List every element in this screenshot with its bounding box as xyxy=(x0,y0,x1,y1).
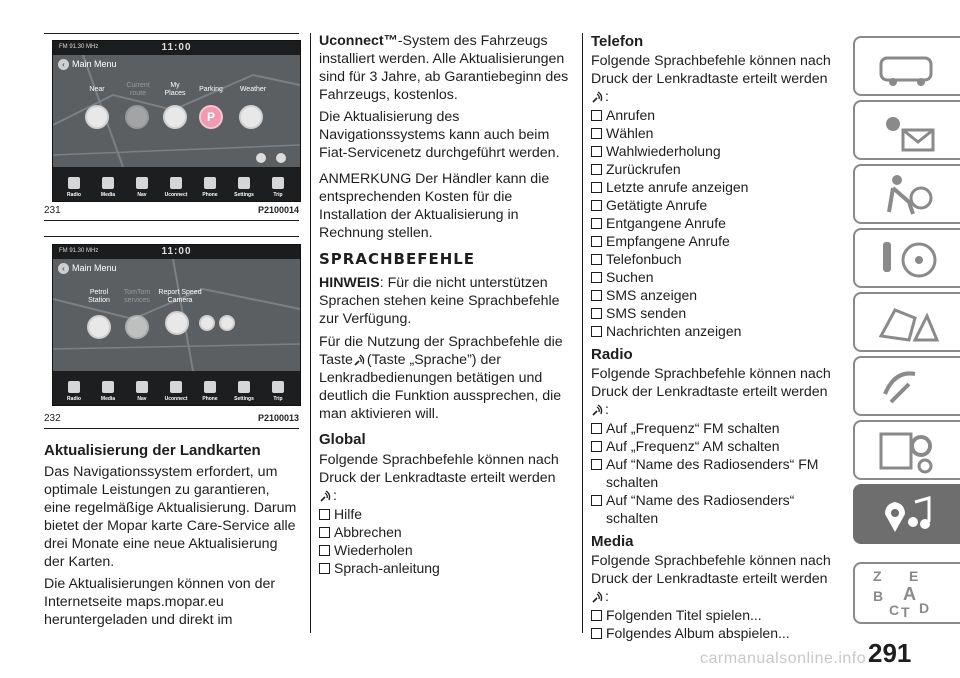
checkbox-icon xyxy=(319,509,330,520)
checkbox-icon xyxy=(319,545,330,556)
figure-code: P2100013 xyxy=(257,413,299,423)
settings-button[interactable] xyxy=(229,177,259,198)
checkbox-icon xyxy=(591,128,602,139)
main-menu-header[interactable] xyxy=(58,59,117,70)
checkbox-icon xyxy=(591,146,602,157)
settings-label: Settings xyxy=(234,396,254,402)
checkbox-icon xyxy=(591,254,602,265)
list-item-text: Wiederholen xyxy=(334,542,413,558)
main-menu-title: Main Menu xyxy=(72,59,117,69)
nav-main-menu-screenshot-1 xyxy=(52,40,301,202)
tab-safety[interactable] xyxy=(853,164,960,224)
figure-code: P2100014 xyxy=(257,205,299,215)
mute-icon[interactable] xyxy=(276,153,286,163)
list-item-text: Telefonbuch xyxy=(606,251,682,267)
caption-rule xyxy=(44,220,299,221)
tomtom-services-icon[interactable] xyxy=(125,315,149,339)
telefon-intro: Folgende Sprachbefehle können nach Druck der Lenkradtaste erteilt werden xyxy=(591,53,831,87)
list-item-text: Hilfe xyxy=(334,506,363,522)
hint-text: : Für die nicht unterstützen Sprachen stehen keine Sprachbefehle zur Verfügung. xyxy=(319,275,560,327)
main-menu-header[interactable] xyxy=(58,263,117,274)
uconnect-button[interactable] xyxy=(161,177,191,198)
checkbox-icon xyxy=(591,628,602,639)
my-places-icon[interactable] xyxy=(163,105,187,129)
radio-button[interactable] xyxy=(59,381,89,402)
clock: 11:00 xyxy=(161,42,192,53)
index-letter: T xyxy=(901,604,910,620)
trip-icon xyxy=(272,177,284,189)
voice-colon-line xyxy=(591,401,841,419)
index-letter: D xyxy=(919,600,930,616)
starting-driving-icon xyxy=(875,236,939,282)
tomtom-services-label: TomTom services xyxy=(123,289,151,304)
phone-button[interactable] xyxy=(195,177,225,198)
checkbox-icon xyxy=(591,459,602,470)
radio-command-list xyxy=(591,419,841,527)
list-item-text: Folgendes Album abspielen... xyxy=(606,625,790,641)
near-label: Near xyxy=(89,86,105,93)
list-item-text: Letzte anrufe anzeigen xyxy=(606,179,749,195)
checkbox-icon xyxy=(591,164,602,175)
list-item xyxy=(319,505,579,523)
list-item-text: Entgangene Anrufe xyxy=(606,215,726,231)
top-rule xyxy=(44,33,299,34)
index-letter: A xyxy=(903,584,916,604)
global-intro: Folgende Sprachbefehle können nach Druck der Lenkradtaste erteilt werden xyxy=(319,452,559,486)
trip-label: Trip xyxy=(273,192,283,198)
list-item-text: Nachrichten anzeigen xyxy=(606,323,742,339)
voice-command-icon xyxy=(591,90,605,104)
usage-text-a: Für die Nutzung der Sprachbefehle die Taste xyxy=(319,334,563,368)
checkbox-icon xyxy=(591,308,602,319)
list-item xyxy=(591,624,841,642)
trip-button[interactable] xyxy=(263,177,293,198)
page-number: 291 xyxy=(868,638,912,668)
figure-number: 231 xyxy=(44,205,61,216)
settings-gear-icon[interactable] xyxy=(199,315,215,331)
uconnect-button[interactable] xyxy=(161,381,191,402)
list-item xyxy=(591,437,841,455)
help-icon[interactable] xyxy=(219,315,235,331)
radio-frequency: FM 91.30 MHz xyxy=(59,44,99,50)
weather-label: Weather xyxy=(239,86,267,93)
checkbox-icon xyxy=(591,610,602,621)
colon: : xyxy=(605,402,609,418)
nav-button[interactable] xyxy=(127,177,157,198)
trip-button[interactable] xyxy=(263,381,293,402)
nav-button[interactable] xyxy=(127,381,157,402)
back-icon[interactable]: ‹ xyxy=(58,59,69,70)
current-route-icon[interactable] xyxy=(125,105,149,129)
media-label: Media xyxy=(100,192,116,198)
bottom-nav-bar xyxy=(53,371,300,405)
settings-button[interactable] xyxy=(229,381,259,402)
top-rule-2 xyxy=(44,236,299,237)
list-item-text: Wahlwiederholung xyxy=(606,143,721,159)
bottom-nav-bar xyxy=(53,167,300,201)
section-heading-voice-commands: SPRACHBEFEHLE xyxy=(319,250,476,268)
list-item-text: Auf “Name des Radiosenders“ schalten xyxy=(606,492,795,526)
caption-rule xyxy=(44,428,299,429)
checkbox-icon xyxy=(591,272,602,283)
list-item xyxy=(591,106,841,124)
voice-colon-line xyxy=(591,588,841,606)
voice-command-icon xyxy=(591,403,605,417)
column-divider xyxy=(582,33,583,633)
checkbox-icon xyxy=(591,200,602,211)
parking-label: Parking xyxy=(199,86,223,93)
status-bar xyxy=(53,41,300,55)
list-item-text: Zurückrufen xyxy=(606,161,681,177)
settings-label: Settings xyxy=(234,192,254,198)
usage-text-b: (Taste „Sprache”) der Lenkradbedienungen betätigen und deutlich die Funktion aussprechen, die man aktivieren will. xyxy=(319,352,562,422)
speed-camera-icon[interactable] xyxy=(165,311,189,335)
index-letter: B xyxy=(873,588,884,604)
nav-label: Nav xyxy=(137,192,147,198)
list-item xyxy=(591,160,841,178)
index-letters-icon xyxy=(873,568,945,622)
subheading-telefon: Telefon xyxy=(591,33,644,50)
uconnect-icon xyxy=(170,177,182,189)
minus-icon[interactable] xyxy=(256,153,266,163)
usage-paragraph xyxy=(319,333,579,423)
checkbox-icon xyxy=(591,495,602,506)
list-item xyxy=(591,606,841,624)
tab-car-dashboard[interactable] xyxy=(853,36,960,96)
note-paragraph: ANMERKUNG Der Händler kann die entsprechenden Kosten für die Installation der Aktualisierung in Rechnung stellen. xyxy=(319,171,550,241)
uconnect-label: Uconnect xyxy=(164,396,188,402)
radio-label: Radio xyxy=(67,396,81,402)
tab-starting-driving[interactable] xyxy=(853,228,960,288)
subheading-radio: Radio xyxy=(591,346,633,363)
list-item xyxy=(591,491,841,527)
media-icon xyxy=(102,177,114,189)
list-item-text: Auf „Frequenz“ FM schalten xyxy=(606,420,780,436)
trip-label: Trip xyxy=(273,396,283,402)
list-item-text: Suchen xyxy=(606,269,654,285)
list-item xyxy=(591,250,841,268)
radio-button[interactable] xyxy=(59,177,89,198)
radio-icon xyxy=(68,177,80,189)
compass-icon xyxy=(136,177,148,189)
list-item xyxy=(591,304,841,322)
voice-command-icon xyxy=(591,590,605,604)
radio-icon xyxy=(68,381,80,393)
list-item-text: Abbrechen xyxy=(334,524,402,540)
list-item-text: SMS senden xyxy=(606,305,687,321)
list-item xyxy=(591,455,841,491)
column-divider xyxy=(310,33,311,633)
settings-icon xyxy=(238,381,250,393)
telefon-command-list xyxy=(591,106,841,340)
list-item xyxy=(591,196,841,214)
settings-icon xyxy=(238,177,250,189)
uconnect-label: Uconnect xyxy=(164,192,188,198)
paragraph: Das Navigationssystem erfordert, um optimale Leistungen zu garantieren, eine regelmäßige Aktualisierung. Darum bietet der Mopar karte Care-Service alle drei Monate eine neue Aktualisierung der Karten. xyxy=(44,464,297,570)
media-intro: Folgende Sprachbefehle können nach Druck der Lenkradtaste erteilt werden xyxy=(591,553,831,587)
technical-data-icon xyxy=(875,428,939,474)
list-item-text: Auf „Frequenz“ AM schalten xyxy=(606,438,780,454)
list-item xyxy=(591,178,841,196)
list-item xyxy=(591,286,841,304)
hint-label: HINWEIS xyxy=(319,275,380,291)
list-item xyxy=(591,124,841,142)
radio-label: Radio xyxy=(67,192,81,198)
petrol-station-label: Petrol Station xyxy=(88,289,110,304)
list-item-text: Sprach-anleitung xyxy=(334,560,440,576)
index-letter: E xyxy=(909,568,919,584)
column-1-text xyxy=(44,442,300,629)
subheading-global: Global xyxy=(319,431,366,448)
emergency-icon xyxy=(875,300,939,346)
parking-icon[interactable]: P xyxy=(199,105,223,129)
list-item-text: Auf “Name des Radiosenders“ FM schalten xyxy=(606,456,819,490)
column-3-text xyxy=(591,33,841,642)
voice-command-icon xyxy=(353,353,367,367)
media-button[interactable] xyxy=(93,381,123,402)
checkbox-icon xyxy=(591,290,602,301)
multimedia-icon xyxy=(875,492,939,538)
warning-lights-icon xyxy=(875,108,939,154)
tab-technical-data[interactable] xyxy=(853,420,960,480)
weather-icon[interactable] xyxy=(239,105,263,129)
tab-warning-lights[interactable] xyxy=(853,100,960,160)
list-item xyxy=(591,142,841,160)
uconnect-brand: Uconnect™ xyxy=(319,33,398,49)
checkbox-icon xyxy=(591,182,602,193)
list-item xyxy=(591,268,841,286)
list-item-text: Empfangene Anrufe xyxy=(606,233,730,249)
tab-maintenance[interactable] xyxy=(853,356,960,416)
list-item xyxy=(319,559,579,577)
checkbox-icon xyxy=(319,563,330,574)
list-item xyxy=(591,322,841,340)
checkbox-icon xyxy=(591,236,602,247)
paragraph: Die Aktualisierungen können von der Internetseite maps.mopar.eu heruntergeladen und direkt im xyxy=(44,576,276,628)
list-item-text: Folgenden Titel spielen... xyxy=(606,607,762,623)
phone-icon xyxy=(204,381,216,393)
phone-label: Phone xyxy=(202,192,218,198)
checkbox-icon xyxy=(319,527,330,538)
media-icon xyxy=(102,381,114,393)
my-places-label: My Places xyxy=(164,82,186,97)
main-menu-title: Main Menu xyxy=(72,263,117,273)
clock: 11:00 xyxy=(161,246,192,257)
list-item xyxy=(319,541,579,559)
list-item xyxy=(319,523,579,541)
voice-colon-line xyxy=(319,487,579,505)
figure-number: 232 xyxy=(44,413,61,424)
tab-emergency[interactable] xyxy=(853,292,960,352)
status-bar xyxy=(53,245,300,259)
back-icon[interactable]: ‹ xyxy=(58,263,69,274)
list-item xyxy=(591,214,841,232)
index-letter: C xyxy=(889,602,900,618)
nav-main-menu-screenshot-2 xyxy=(52,244,301,406)
radio-frequency: FM 91.30 MHz xyxy=(59,248,99,254)
hint-paragraph xyxy=(319,274,579,328)
trip-icon xyxy=(272,381,284,393)
car-dashboard-icon xyxy=(875,44,939,90)
paragraph xyxy=(319,32,579,104)
list-item xyxy=(591,419,841,437)
tab-index[interactable] xyxy=(853,562,960,624)
phone-icon xyxy=(204,177,216,189)
column-2-text xyxy=(319,32,579,577)
near-search-icon[interactable] xyxy=(85,105,109,129)
list-item-text: Getätigte Anrufe xyxy=(606,197,708,213)
media-command-list xyxy=(591,606,841,642)
maintenance-icon xyxy=(875,364,939,410)
checkbox-icon xyxy=(591,441,602,452)
petrol-station-icon[interactable] xyxy=(87,315,111,339)
checkbox-icon xyxy=(591,326,602,337)
voice-colon-line xyxy=(591,88,841,106)
paragraph-text: -System des Fahrzeugs installiert werden. Alle Aktualisierungen sind für 3 Jahre, ab Garantiebeginn des Fahrzeugs, kostenlos. xyxy=(319,33,569,103)
checkbox-icon xyxy=(591,423,602,434)
uconnect-icon xyxy=(170,381,182,393)
list-item xyxy=(591,232,841,250)
media-label: Media xyxy=(100,396,116,402)
voice-command-icon xyxy=(319,489,333,503)
checkbox-icon xyxy=(591,218,602,229)
phone-label: Phone xyxy=(202,396,218,402)
tab-multimedia[interactable] xyxy=(853,484,960,544)
colon: : xyxy=(605,589,609,605)
colon: : xyxy=(605,89,609,105)
media-button[interactable] xyxy=(93,177,123,198)
watermark: carmanualsonline.info xyxy=(700,650,867,667)
phone-button[interactable] xyxy=(195,381,225,402)
report-speed-camera-label: Report Speed Camera xyxy=(158,289,202,304)
subheading-media: Media xyxy=(591,533,634,550)
list-item-text: Anrufen xyxy=(606,107,656,123)
current-route-label: Current route xyxy=(126,82,150,97)
section-heading-map-update: Aktualisierung der Landkarten xyxy=(44,442,261,459)
checkbox-icon xyxy=(591,110,602,121)
list-item-text: SMS anzeigen xyxy=(606,287,698,303)
list-item-text: Wählen xyxy=(606,125,654,141)
nav-label: Nav xyxy=(137,396,147,402)
index-letter: Z xyxy=(873,568,882,584)
radio-intro: Folgende Sprachbefehle können nach Druck der Lenkradtaste erteilt werden xyxy=(591,366,831,400)
safety-airbag-icon xyxy=(875,172,939,218)
colon: : xyxy=(333,488,337,504)
compass-icon xyxy=(136,381,148,393)
paragraph: Die Aktualisierung des Navigationssystems kann auch beim Fiat-Servicenetz durchgeführt werden. xyxy=(319,109,560,161)
